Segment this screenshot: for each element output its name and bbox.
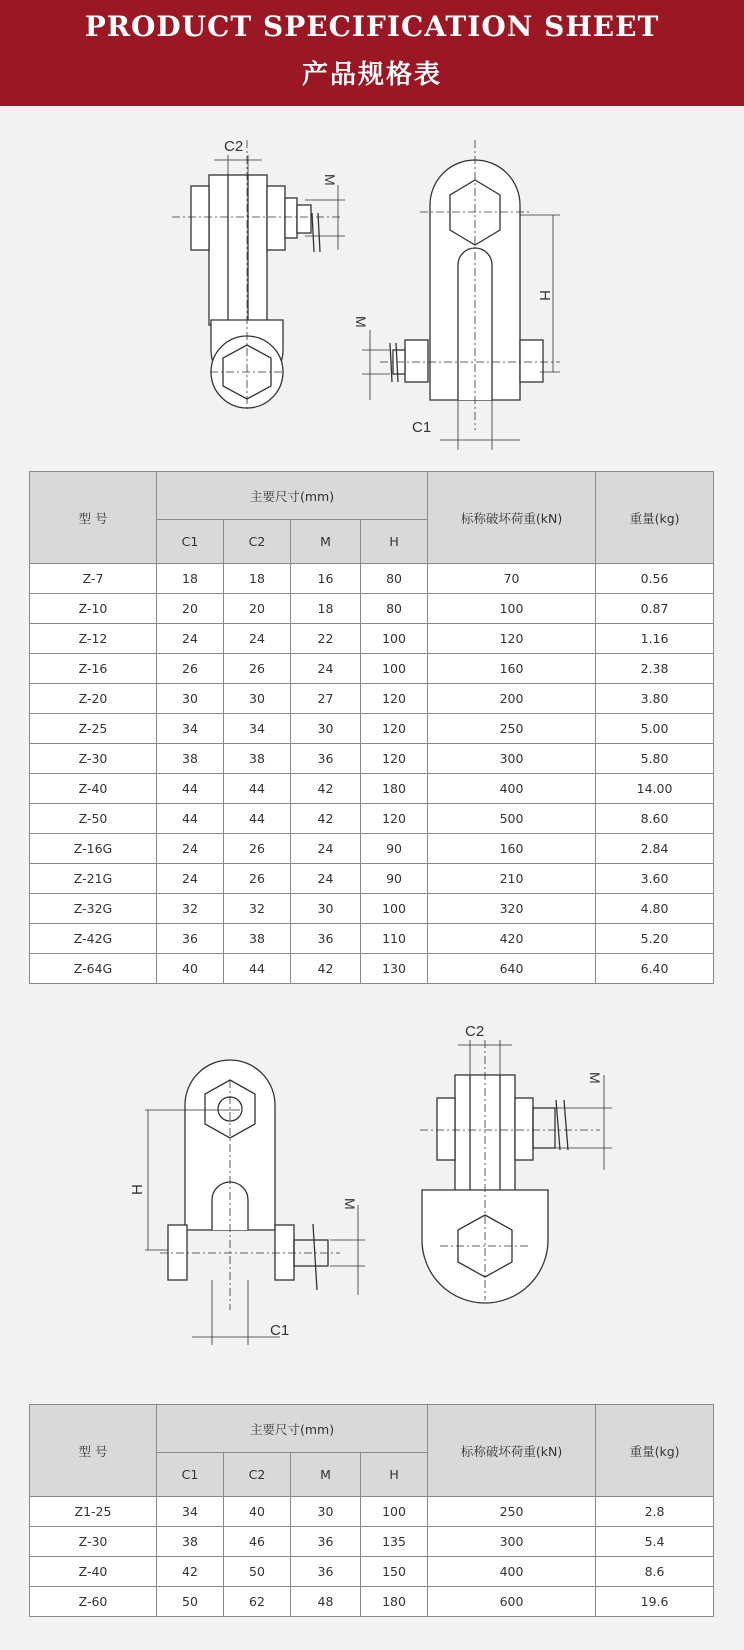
table-cell: 250 [428, 1497, 596, 1527]
table-cell: 640 [428, 954, 596, 984]
header-weight: 重量(kg) [596, 472, 714, 564]
drawing-2-left-view [145, 1060, 365, 1345]
table-cell: 0.56 [596, 564, 714, 594]
table-cell: 44 [224, 774, 291, 804]
table-cell: 180 [361, 1587, 428, 1617]
table-row [30, 624, 714, 654]
table-cell: 34 [224, 714, 291, 744]
table-cell: 80 [361, 594, 428, 624]
table-row [30, 804, 714, 834]
table-cell: 46 [224, 1527, 291, 1557]
table-cell: 500 [428, 804, 596, 834]
table-row [30, 564, 714, 594]
table-cell: Z1-25 [30, 1497, 157, 1527]
table-cell: 120 [361, 684, 428, 714]
table-cell: 160 [428, 834, 596, 864]
table-cell: 24 [291, 864, 361, 894]
table-cell: 4.80 [596, 894, 714, 924]
header-c2: C2 [224, 520, 291, 564]
drawing-2-right-view [420, 1040, 612, 1303]
table-cell: 110 [361, 924, 428, 954]
table-cell: 100 [428, 594, 596, 624]
table-cell: 135 [361, 1527, 428, 1557]
table-cell: 30 [291, 1497, 361, 1527]
table-cell: 320 [428, 894, 596, 924]
header-main-dimensions: 主要尺寸(mm) [157, 1405, 428, 1453]
table-cell: 3.80 [596, 684, 714, 714]
table-cell: 30 [157, 684, 224, 714]
table-cell: 36 [157, 924, 224, 954]
header-m: M [291, 1453, 361, 1497]
table-cell: Z-50 [30, 804, 157, 834]
table-2-body [30, 1497, 714, 1617]
header-h: H [361, 520, 428, 564]
table-cell: 27 [291, 684, 361, 714]
table-cell: 44 [224, 804, 291, 834]
table-cell: 44 [224, 954, 291, 984]
spec-table-2 [29, 1404, 714, 1617]
table-1-body [30, 564, 714, 984]
drawing2-label-h: H [129, 1184, 146, 1195]
table-cell: Z-30 [30, 744, 157, 774]
table-cell: 24 [157, 624, 224, 654]
table-cell: 80 [361, 564, 428, 594]
table-cell: 5.4 [596, 1527, 714, 1557]
table-cell: 19.6 [596, 1587, 714, 1617]
table-cell: 90 [361, 864, 428, 894]
table-cell: 32 [224, 894, 291, 924]
table-cell: Z-30 [30, 1527, 157, 1557]
table-cell: 130 [361, 954, 428, 984]
table-cell: 8.6 [596, 1557, 714, 1587]
table-cell: 160 [428, 654, 596, 684]
table-cell: Z-60 [30, 1587, 157, 1617]
table-cell: 1.16 [596, 624, 714, 654]
table-cell: 24 [157, 834, 224, 864]
table-row [30, 864, 714, 894]
table-cell: 36 [291, 1527, 361, 1557]
table-cell: 150 [361, 1557, 428, 1587]
table-cell: 420 [428, 924, 596, 954]
table-cell: 200 [428, 684, 596, 714]
table-cell: 3.60 [596, 864, 714, 894]
table-cell: 22 [291, 624, 361, 654]
drawing1-label-h: H [536, 290, 553, 301]
table-cell: 250 [428, 714, 596, 744]
table-cell: 18 [157, 564, 224, 594]
table-cell: 38 [224, 744, 291, 774]
table-cell: 26 [157, 654, 224, 684]
header-c2: C2 [224, 1453, 291, 1497]
table-cell: Z-64G [30, 954, 157, 984]
table-cell: 26 [224, 654, 291, 684]
drawing1-label-c1: C1 [412, 419, 432, 436]
drawing1-label-m-top: M [322, 174, 338, 186]
header-model: 型 号 [30, 472, 157, 564]
title-chinese: 产品规格表 [301, 60, 442, 90]
table-cell: 16 [291, 564, 361, 594]
table-cell: 120 [361, 714, 428, 744]
table-cell: Z-7 [30, 564, 157, 594]
table-cell: 24 [224, 624, 291, 654]
table-cell: Z-16G [30, 834, 157, 864]
table-cell: 48 [291, 1587, 361, 1617]
table-row [30, 684, 714, 714]
table-cell: Z-21G [30, 864, 157, 894]
table-cell: 34 [157, 714, 224, 744]
table-cell: 2.84 [596, 834, 714, 864]
table-cell: 2.8 [596, 1497, 714, 1527]
drawing-1-right-view [362, 140, 560, 450]
table-row [30, 894, 714, 924]
table-row [30, 1557, 714, 1587]
table-row [30, 774, 714, 804]
table-cell: 32 [157, 894, 224, 924]
table-cell: 36 [291, 744, 361, 774]
table-cell: 120 [361, 744, 428, 774]
table-cell: Z-16 [30, 654, 157, 684]
table-cell: 14.00 [596, 774, 714, 804]
table-row [30, 834, 714, 864]
drawing1-label-c2: C2 [224, 138, 244, 155]
table-cell: 30 [291, 714, 361, 744]
table-cell: 0.87 [596, 594, 714, 624]
table-cell: 26 [224, 834, 291, 864]
table-cell: 300 [428, 744, 596, 774]
table-cell: 20 [224, 594, 291, 624]
table-cell: 44 [157, 804, 224, 834]
table-cell: 100 [361, 624, 428, 654]
table-row [30, 954, 714, 984]
header-main-dimensions: 主要尺寸(mm) [157, 472, 428, 520]
table-cell: 400 [428, 1557, 596, 1587]
spec-table-1 [29, 471, 714, 984]
table-row [30, 654, 714, 684]
table-row [30, 714, 714, 744]
header-breaking-load: 标称破坏荷重(kN) [428, 1405, 596, 1497]
table-cell: 180 [361, 774, 428, 804]
header-breaking-load: 标称破坏荷重(kN) [428, 472, 596, 564]
table-cell: 90 [361, 834, 428, 864]
table-row [30, 744, 714, 774]
table-cell: 24 [291, 654, 361, 684]
table-cell: 38 [157, 1527, 224, 1557]
drawing1-label-m-bottom: M [353, 316, 369, 328]
drawing-shackle-2 [0, 1005, 744, 1360]
table-cell: 62 [224, 1587, 291, 1617]
table-cell: 30 [291, 894, 361, 924]
table-cell: 18 [291, 594, 361, 624]
table-cell: Z-20 [30, 684, 157, 714]
table-cell: 34 [157, 1497, 224, 1527]
table-cell: Z-12 [30, 624, 157, 654]
drawing2-label-m-right: M [587, 1072, 603, 1084]
drawing2-label-m-left: M [342, 1198, 358, 1210]
table-cell: 6.40 [596, 954, 714, 984]
table-cell: 40 [224, 1497, 291, 1527]
drawing-shackle-1 [0, 120, 744, 450]
table-cell: 300 [428, 1527, 596, 1557]
table-cell: Z-10 [30, 594, 157, 624]
header-banner [0, 0, 744, 106]
table-cell: 210 [428, 864, 596, 894]
table-cell: 100 [361, 894, 428, 924]
table-cell: 26 [224, 864, 291, 894]
table-cell: 42 [291, 954, 361, 984]
header-weight: 重量(kg) [596, 1405, 714, 1497]
table-cell: 30 [224, 684, 291, 714]
table-cell: 44 [157, 774, 224, 804]
table-cell: 70 [428, 564, 596, 594]
table-cell: Z-40 [30, 774, 157, 804]
table-cell: 42 [291, 804, 361, 834]
header-c1: C1 [157, 1453, 224, 1497]
table-cell: 400 [428, 774, 596, 804]
table-row [30, 1527, 714, 1557]
table-cell: 50 [224, 1557, 291, 1587]
table-cell: 36 [291, 1557, 361, 1587]
table-cell: 100 [361, 1497, 428, 1527]
table-cell: 120 [361, 804, 428, 834]
table-row [30, 924, 714, 954]
header-m: M [291, 520, 361, 564]
table-row [30, 1587, 714, 1617]
table-cell: 24 [157, 864, 224, 894]
header-c1: C1 [157, 520, 224, 564]
table-cell: 5.80 [596, 744, 714, 774]
table-cell: 100 [361, 654, 428, 684]
table-cell: 36 [291, 924, 361, 954]
table-cell: 50 [157, 1587, 224, 1617]
table-cell: 38 [157, 744, 224, 774]
drawing2-label-c1: C1 [270, 1322, 290, 1339]
table-cell: Z-42G [30, 924, 157, 954]
table-cell: 2.38 [596, 654, 714, 684]
table-cell: 24 [291, 834, 361, 864]
table-cell: Z-25 [30, 714, 157, 744]
title-english: PRODUCT SPECIFICATION SHEET [84, 10, 660, 43]
table-cell: 600 [428, 1587, 596, 1617]
table-cell: 42 [291, 774, 361, 804]
table-cell: 5.20 [596, 924, 714, 954]
table-cell: 5.00 [596, 714, 714, 744]
table-cell: Z-40 [30, 1557, 157, 1587]
drawing-1-left-view [172, 140, 345, 410]
header-h: H [361, 1453, 428, 1497]
table-cell: Z-32G [30, 894, 157, 924]
table-row [30, 594, 714, 624]
table-cell: 38 [224, 924, 291, 954]
table-cell: 42 [157, 1557, 224, 1587]
table-cell: 18 [224, 564, 291, 594]
table-cell: 20 [157, 594, 224, 624]
table-cell: 40 [157, 954, 224, 984]
table-cell: 8.60 [596, 804, 714, 834]
drawing2-label-c2: C2 [465, 1023, 485, 1040]
header-model: 型 号 [30, 1405, 157, 1497]
table-cell: 120 [428, 624, 596, 654]
table-row [30, 1497, 714, 1527]
